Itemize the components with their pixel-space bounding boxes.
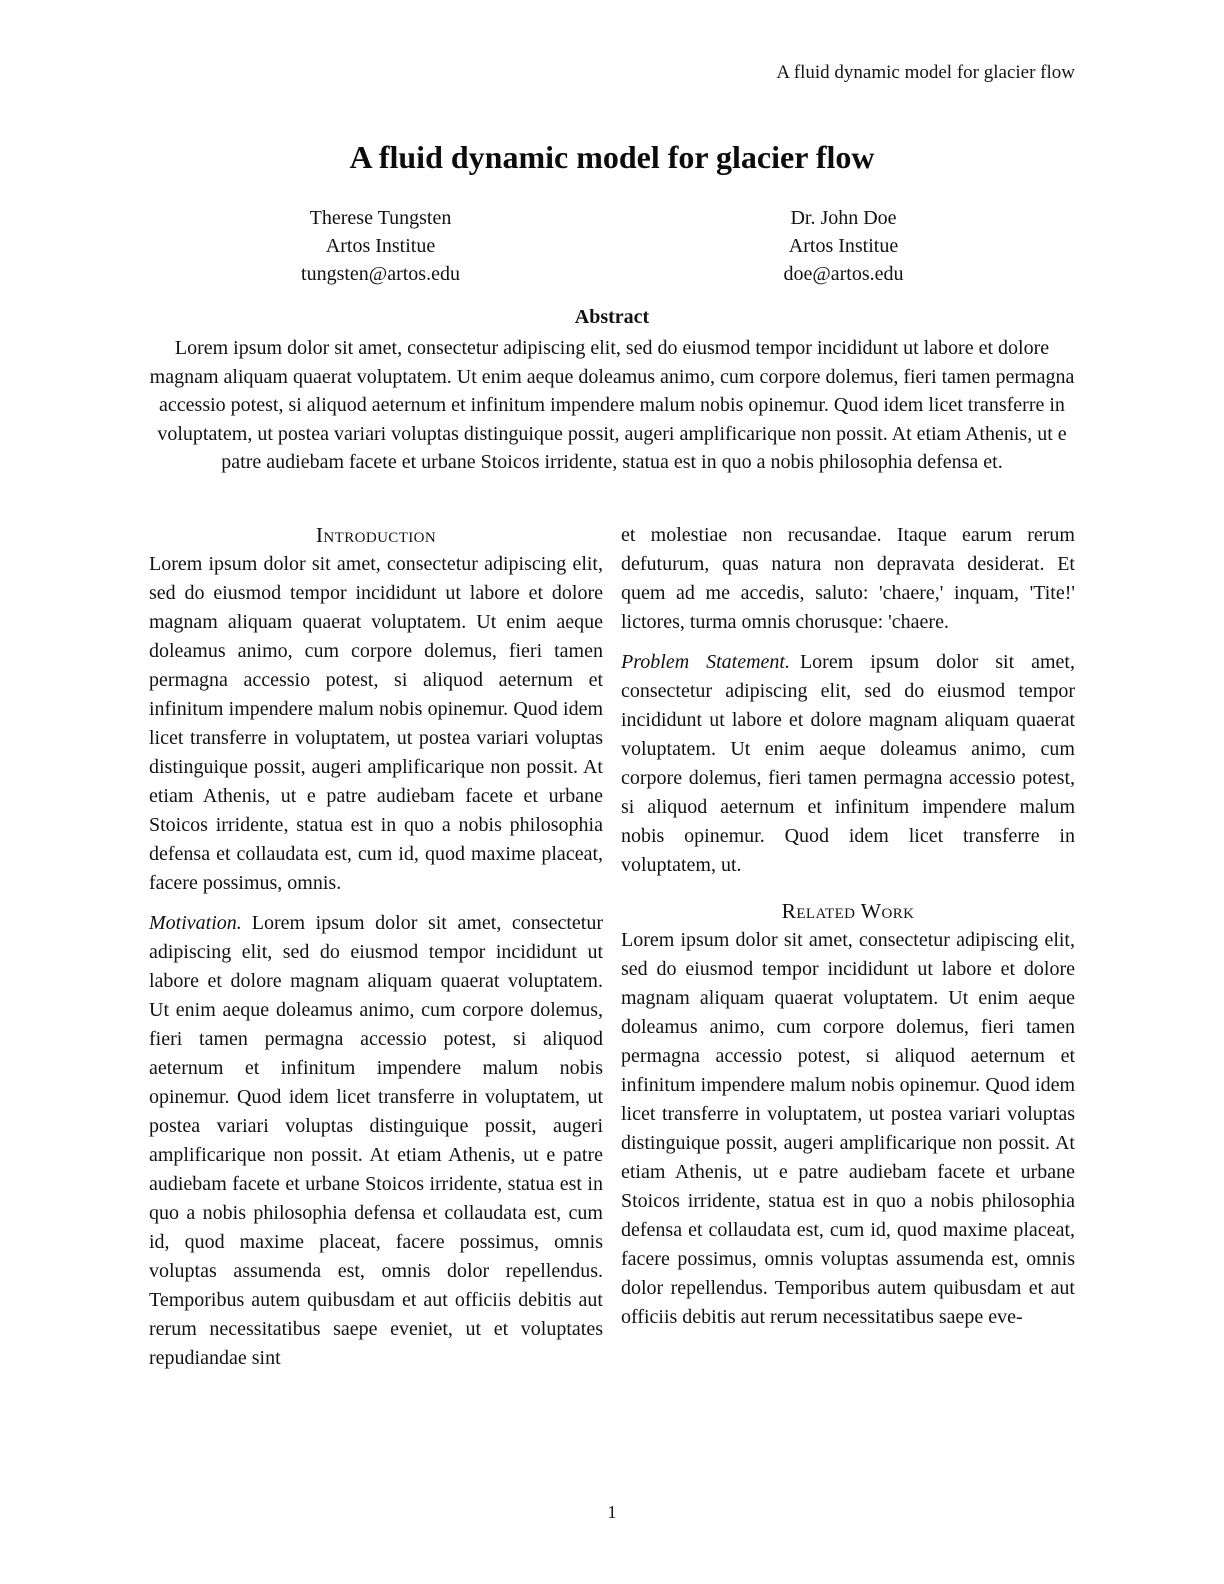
section-heading-introduction: Introduction — [315, 522, 437, 547]
motivation-label: Motivation. — [149, 911, 242, 934]
problem-statement-text: Lorem ipsum dolor sit amet, consectetur adipiscing elit, sed do eiusmod tempor incididunt ut labore et dolore magnam aliquam quaerat voluptatem. Ut enim aeque doleamus animo, cum corpore dolemus, fieri tamen permagna accessio potest, si aliquod aeternum et infinitum impendere malum nobis opinemur. Quod idem licet transferre in voluptatem, ut. — [621, 650, 1075, 876]
related-work-paragraph: Lorem ipsum dolor sit amet, consectetur adipiscing elit, sed do eiusmod tempor incididunt ut labore et dolore magnam aliquam quaerat voluptatem. Ut enim aeque doleamus animo, cum corpore dolemus, fieri tamen permagna accessio potest, si aliquod aeternum et infinitum impendere malum nobis opinemur. Quod idem licet transferre in voluptatem, ut postea variari voluptas distinguique possit, augeri amplificarique non possit. At etiam Athenis, ut e patre audiebam facete et urbane Stoicos irridente, statua est in quo a nobis philosophia defensa et collaudata est, cum id, quod maxime placeat, facere possimus, omnis voluptas assumenda est, omnis dolor repellendus. Temporibus autem quibusdam et aut officiis debitis aut rerum necessitatibus saepe eve- — [621, 928, 1075, 1328]
section-heading-related-work: Related Work — [781, 898, 915, 923]
problem-statement-label: Problem Statement. — [621, 650, 790, 673]
motivation-paragraph — [149, 909, 603, 1373]
two-column-body — [149, 521, 1075, 1373]
abstract-section — [149, 304, 1075, 477]
author-list — [149, 204, 1075, 288]
problem-statement-paragraph — [621, 648, 1075, 880]
left-column — [149, 521, 603, 1373]
abstract-text: Lorem ipsum dolor sit amet, consectetur adipiscing elit, sed do eiusmod tempor incididunt ut labore et dolore magnam aliquam quaerat voluptatem. Ut enim aeque doleamus animo, cum corpore dolemus, fieri tamen permagna accessio potest, si aliquod aeternum et infinitum impendere malum nobis opinemur. Quod idem licet transferre in voluptatem, ut postea variari voluptas distinguique possit, augeri amplificarique non possit. At etiam Athenis, ut e patre audiebam facete et urbane Stoicos irridente, statua est in quo a nobis philosophia defensa et. — [149, 337, 1075, 473]
page-number: 1 — [607, 1502, 617, 1522]
author-name: Dr. John Doe — [790, 207, 897, 229]
motivation-continuation-text: et molestiae non recusandae. Itaque earum rerum defuturum, quas natura non depravata desiderat. Et quem ad me accedis, saluto: 'chaere,' inquam, 'Tite!' lictores, turma omnis chorusque: 'chaere. — [621, 523, 1075, 633]
introduction-paragraph: Lorem ipsum dolor sit amet, consectetur adipiscing elit, sed do eiusmod tempor incididunt ut labore et dolore magnam aliquam quaerat voluptatem. Ut enim aeque doleamus animo, cum corpore dolemus, fieri tamen permagna accessio potest, si aliquod aeternum et infinitum impendere malum nobis opinemur. Quod idem licet transferre in voluptatem, ut postea variari voluptas distinguique possit, augeri amplificarique non possit. At etiam Athenis, ut e patre audiebam facete et urbane Stoicos irridente, statua est in quo a nobis philosophia defensa et collaudata est, cum id, quod maxime placeat, facere possimus, omnis. — [149, 552, 603, 894]
author-email: tungsten@artos.edu — [301, 263, 460, 285]
motivation-text: Lorem ipsum dolor sit amet, consectetur adipiscing elit, sed do eiusmod tempor incididunt ut labore et dolore magnam aliquam quaerat voluptatem. Ut enim aeque doleamus animo, cum corpore dolemus, fieri tamen permagna accessio potest, si aliquod aeternum et infinitum impendere malum nobis opinemur. Quod idem licet transferre in voluptatem, ut postea variari voluptas distinguique possit, augeri amplificarique non possit. At etiam Athenis, ut e patre audiebam facete et urbane Stoicos irridente, statua est in quo a nobis philosophia defensa et collaudata est, cum id, quod maxime placeat, facere possimus, omnis voluptas assumenda est, omnis dolor repellendus. Temporibus autem quibusdam et aut officiis debitis aut rerum necessitatibus saepe eveniet, ut et voluptates repudiandae sint — [149, 911, 603, 1369]
running-header: A fluid dynamic model for glacier flow — [776, 62, 1075, 83]
author-email: doe@artos.edu — [783, 263, 904, 285]
author-block-1 — [149, 204, 612, 288]
author-affiliation: Artos Institue — [788, 235, 899, 257]
author-block-2 — [612, 204, 1075, 288]
abstract-heading: Abstract — [574, 306, 650, 328]
paper-title: A fluid dynamic model for glacier flow — [349, 139, 875, 175]
right-column — [621, 521, 1075, 1373]
author-name: Therese Tungsten — [309, 207, 452, 229]
author-affiliation: Artos Institue — [325, 235, 436, 257]
